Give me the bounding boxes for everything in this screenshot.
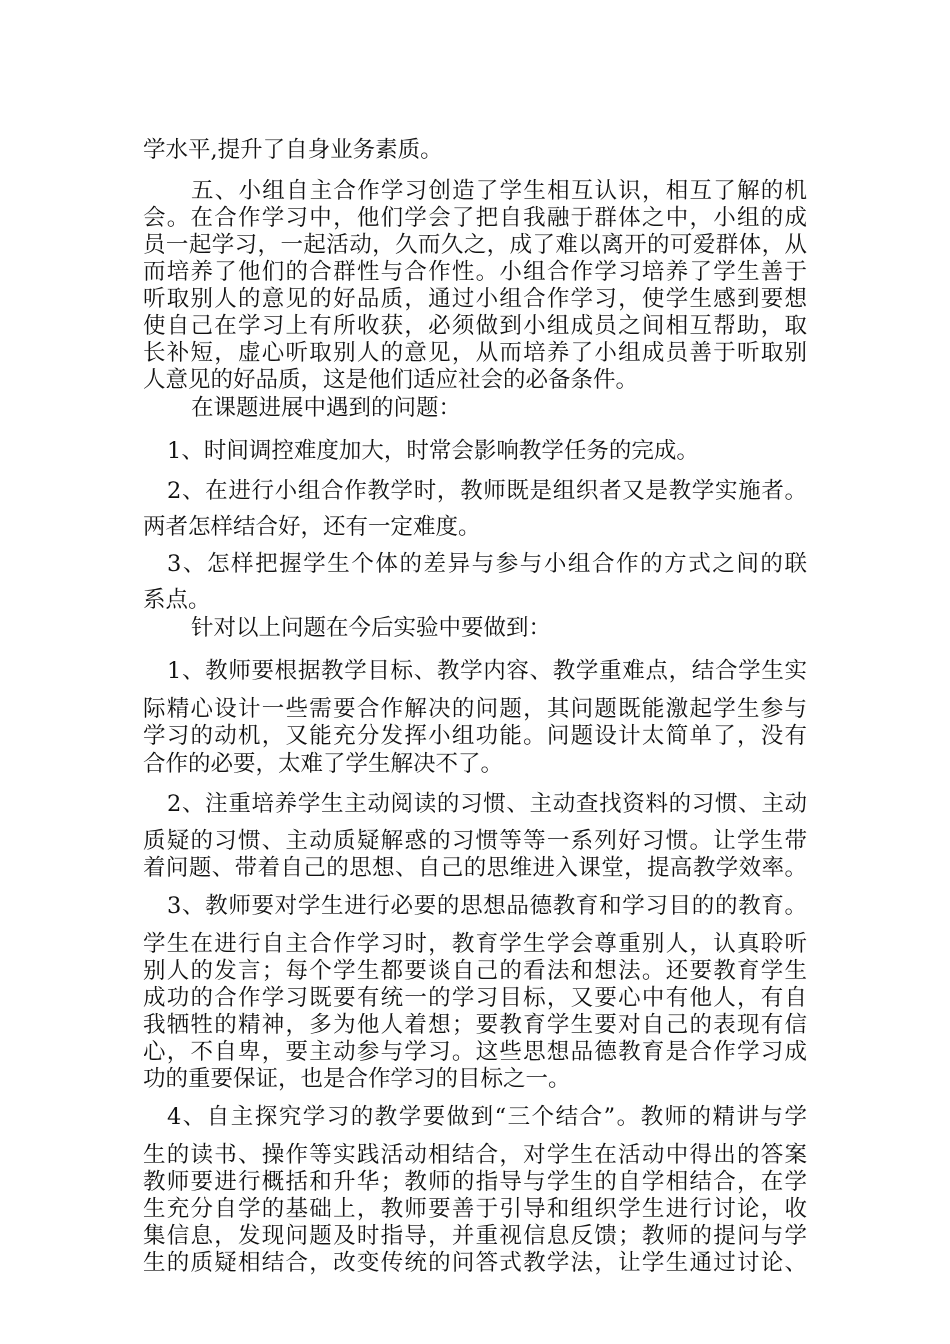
text-line: 而培养了他们的合群性与合作性。小组合作学习培养了学生善于	[143, 259, 807, 285]
text-line: 质疑的习惯、主动质疑解惑的习惯等等一系列好习惯。让学生带	[143, 828, 807, 854]
text-line: 学生在进行自主合作学习时，教育学生学会尊重别人，认真聆听	[143, 931, 807, 957]
text-line: 人意见的好品质，这是他们适应社会的必备条件。	[143, 367, 639, 393]
text-line: 学习的动机，又能充分发挥小组功能。问题设计太简单了，没有	[143, 723, 807, 749]
text-line: 1、时间调控难度加大，时常会影响教学任务的完成。	[167, 438, 699, 464]
text-line: 3、教师要对学生进行必要的思想品德教育和学习目的的教育。	[167, 893, 807, 919]
text-line: 生的质疑相结合，改变传统的问答式教学法，让学生通过讨论、	[143, 1250, 807, 1276]
text-line: 心，不自卑，要主动参与学习。这些思想品德教育是合作学习成	[143, 1039, 807, 1065]
text-line: 4、自主探究学习的教学要做到“三个结合”。教师的精讲与学	[167, 1104, 807, 1130]
text-line: 学水平,提升了自身业务素质。	[143, 137, 443, 163]
text-line: 针对以上问题在今后实验中要做到：	[191, 615, 552, 641]
text-line: 合作的必要，太难了学生解决不了。	[143, 751, 504, 777]
text-line: 2、在进行小组合作教学时，教师既是组织者又是教学实施者。	[167, 478, 807, 504]
text-line: 2、注重培养学生主动阅读的习惯、主动查找资料的习惯、主动	[167, 791, 807, 817]
text-line: 在课题进展中遇到的问题：	[191, 395, 462, 421]
text-line: 着问题、带着自己的思想、自己的思维进入课堂，提高教学效率。	[143, 855, 807, 881]
text-line: 3、怎样把握学生个体的差异与参与小组合作的方式之间的联	[167, 551, 807, 577]
text-line: 功的重要保证，也是合作学习的目标之一。	[143, 1066, 571, 1092]
text-line: 两者怎样结合好，还有一定难度。	[143, 514, 481, 540]
text-line: 生的读书、操作等实践活动相结合，对学生在活动中得出的答案	[143, 1142, 807, 1168]
text-line: 际精心设计一些需要合作解决的问题，其问题既能激起学生参与	[143, 696, 807, 722]
text-line: 使自己在学习上有所收获，必须做到小组成员之间相互帮助，取	[143, 313, 807, 339]
text-line: 会。在合作学习中，他们学会了把自我融于群体之中，小组的成	[143, 205, 807, 231]
text-line: 员一起学习，一起活动，久而久之，成了难以离开的可爱群体，从	[143, 232, 807, 258]
text-line: 集信息，发现问题及时指导，并重视信息反馈；教师的提问与学	[143, 1223, 807, 1249]
text-line: 长补短，虚心听取别人的意见，从而培养了小组成员善于听取别	[143, 340, 807, 366]
text-line: 1、教师要根据教学目标、教学内容、教学重难点，结合学生实	[167, 658, 807, 684]
text-line: 教师要进行概括和升华；教师的指导与学生的自学相结合，在学	[143, 1169, 807, 1195]
text-line: 生充分自学的基础上，教师要善于引导和组织学生进行讨论，收	[143, 1196, 807, 1222]
text-line: 我牺牲的精神，多为他人着想；要教育学生要对自己的表现有信	[143, 1012, 807, 1038]
text-line: 别人的发言；每个学生都要谈自己的看法和想法。还要教育学生	[143, 958, 807, 984]
text-line: 系点。	[143, 587, 211, 613]
text-line: 成功的合作学习既要有统一的学习目标，又要心中有他人，有自	[143, 985, 807, 1011]
text-line: 五、小组自主合作学习创造了学生相互认识，相互了解的机	[191, 178, 807, 204]
text-line: 听取别人的意见的好品质，通过小组合作学习，使学生感到要想	[143, 286, 807, 312]
